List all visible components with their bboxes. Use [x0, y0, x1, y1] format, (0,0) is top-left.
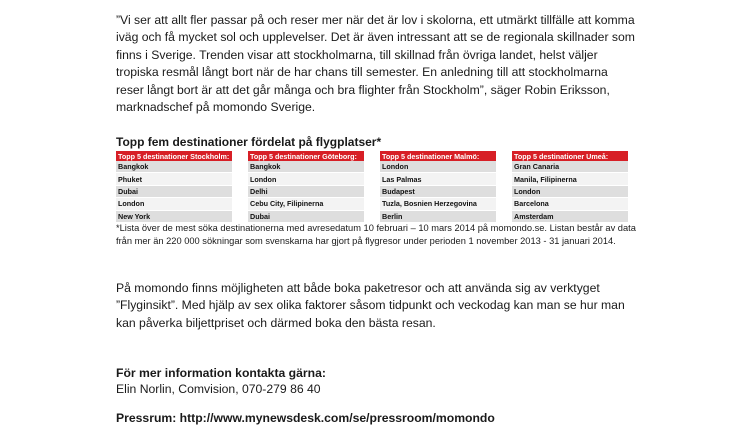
- table-cell: New York: [116, 210, 232, 222]
- table-cell: Dubai: [116, 185, 232, 197]
- tables-heading: Topp fem destinationer fördelat på flygplatser*: [116, 135, 382, 149]
- table-cell: Barcelona: [512, 198, 628, 210]
- table-header: Topp 5 destinationer Göteborg:: [248, 151, 364, 161]
- table-cell: London: [116, 198, 232, 210]
- table-cell: Delhi: [248, 185, 364, 197]
- table-cell: Phuket: [116, 173, 232, 185]
- table-header: Topp 5 destinationer Umeå:: [512, 151, 628, 161]
- table-cell: Cebu City, Filipinerna: [248, 198, 364, 210]
- destination-table-umea: [512, 151, 628, 223]
- table-cell: Gran Canaria: [512, 161, 628, 173]
- destination-tables: [116, 151, 636, 221]
- table-cell: London: [248, 173, 364, 185]
- contact-heading: För mer information kontakta gärna:: [116, 366, 326, 380]
- pressroom-link[interactable]: Pressrum: http://www.mynewsdesk.com/se/pressroom/momondo: [116, 411, 495, 425]
- flyginsikt-paragraph: På momondo finns möjligheten att både boka paketresor och att använda sig av verktyget ”Flyginsikt”. Med hjälp av sex olika faktorer såsom tidpunkt och veckodag kan man se hur man kan påverka biljettpriset och därmed boka den bästa resan.: [116, 281, 625, 330]
- table-cell: London: [380, 161, 496, 173]
- contact-line: Elin Norlin, Comvision, 070-279 86 40: [116, 382, 321, 396]
- quote-paragraph: ”Vi ser att allt fler passar på och reser mer när det är lov i skolorna, ett utmärkt tillfälle att komma iväg och få mycket sol och upplevelser. Det är även intressant att se de regionala skillnader som finns i Sverige. Trenden visar att stockholmarna, till skillnad från övriga landet, helst väljer tropiska resmål långt bort när de har chans till semester. En anledning till att stockholmarna reser långt bort är att det går många och bra flighter från Stockholm”, säger Robin Eriksson, marknadschef på momondo Sverige.: [116, 13, 635, 115]
- footnote: *Lista över de mest söka destinationerna med avresedatum 10 februari – 10 mars 2014 på momondo.se. Listan består av data från mer än 220 000 sökningar som svenskarna har gjort på flygresor under perioden 1 november 2013 - 31 januari 2014.: [116, 223, 636, 247]
- table-cell: Amsterdam: [512, 210, 628, 222]
- table-cell: Bangkok: [248, 161, 364, 173]
- destination-table-stockholm: [116, 151, 232, 223]
- destination-table-malmo: [380, 151, 496, 223]
- destination-table-goteborg: [248, 151, 364, 223]
- table-cell: Budapest: [380, 185, 496, 197]
- table-cell: Las Palmas: [380, 173, 496, 185]
- table-cell: Berlin: [380, 210, 496, 222]
- table-header: Topp 5 destinationer Malmö:: [380, 151, 496, 161]
- table-cell: Dubai: [248, 210, 364, 222]
- table-cell: Bangkok: [116, 161, 232, 173]
- table-cell: Tuzla, Bosnien Herzegovina: [380, 198, 496, 210]
- table-header: Topp 5 destinationer Stockholm:: [116, 151, 232, 161]
- table-cell: London: [512, 185, 628, 197]
- table-cell: Manila, Filipinerna: [512, 173, 628, 185]
